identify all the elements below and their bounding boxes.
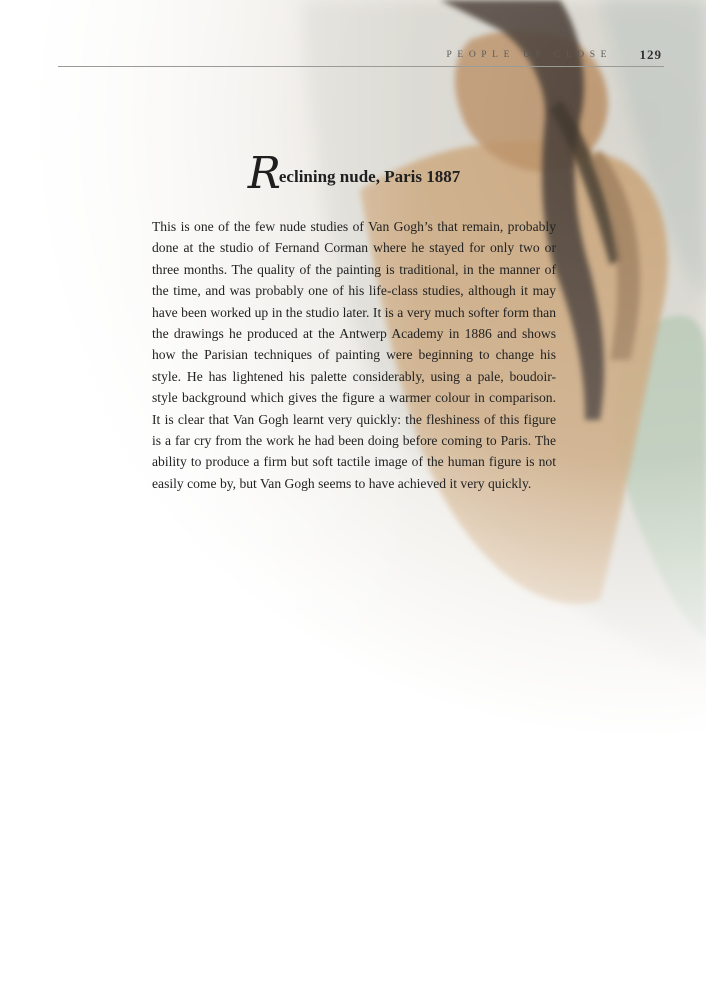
page-number: 129 xyxy=(639,47,662,62)
header-rule xyxy=(58,66,664,67)
article-title xyxy=(152,148,556,199)
article-body: This is one of the few nude studies of Van Gogh’s that remain, probably done at the studio of Fernand Corman where he stayed for only two or three months. The quality of the painting is traditional, in the manner of the time, and was probably one of his life-class studies, although it may have been worked up in the studio later. It is a very much softer form than the drawings he produced at the Antwerp Academy in 1886 and shows how the Parisian techniques of painting were beginning to change his style. He has lightened his palette considerably, using a pale, boudoir-style background which gives the figure a warmer colour in comparison. It is clear that Van Gogh learnt very quickly: the fleshiness of this figure is a far cry from the work he had been doing before coming to Paris. The ability to produce a firm but soft tactile image of the human figure is not easily come by, but Van Gogh seems to have achieved it very quickly. xyxy=(152,219,556,491)
title-decorative-initial: R xyxy=(247,148,279,199)
running-header-section-title: PEOPLE UP CLOSE xyxy=(446,50,612,60)
running-header xyxy=(58,46,664,66)
title-text: eclining nude, Paris 1887 xyxy=(278,167,461,186)
